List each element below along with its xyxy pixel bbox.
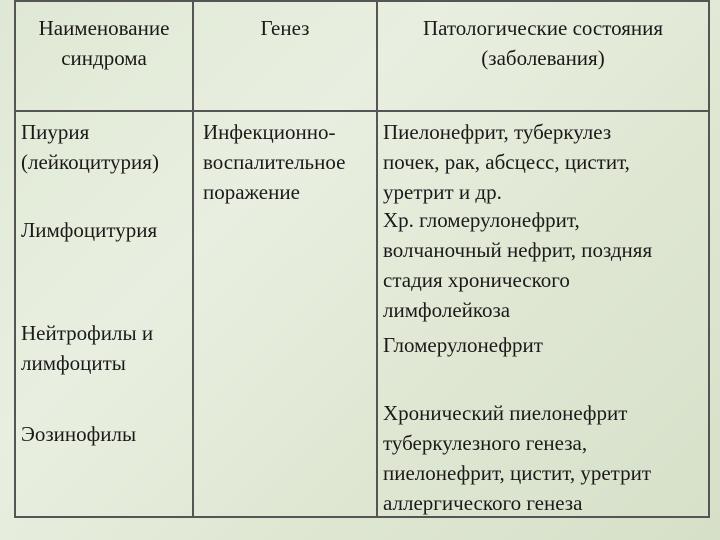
- conditions-piuria-line-3: уретрит и др.: [383, 180, 502, 204]
- conditions-lymphocyturia-line-1: Хр. гломерулонефрит,: [383, 208, 580, 232]
- header-syndrome-name: [16, 13, 192, 73]
- syndrome-piuria-line-1: Пиурия: [21, 120, 90, 144]
- conditions-lymphocyturia-line-3: стадия хронического: [383, 268, 570, 292]
- conditions-neutrophils: Гломерулонефрит: [383, 333, 543, 357]
- conditions-piuria-line-1: Пиелонефрит, туберкулез: [383, 120, 612, 144]
- syndrome-eosinophils: Эозинофилы: [21, 422, 137, 446]
- conditions-eosinophils-line-3: пиелонефрит, цистит, уретрит: [383, 461, 652, 485]
- conditions-piuria: [383, 117, 630, 207]
- genesis-line-1: Инфекционно-: [203, 120, 336, 144]
- header-syndrome-line-1: Наименование: [38, 16, 170, 40]
- conditions-eosinophils-line-2: туберкулезного генеза,: [383, 431, 588, 455]
- header-conditions-line-1: Патологические состояния: [422, 16, 664, 40]
- syndrome-neutrophils: [21, 318, 153, 378]
- syndrome-piuria-line-2: (лейкоцитурия): [21, 150, 159, 174]
- conditions-lymphocyturia-line-2: волчаночный нефрит, поздняя: [383, 238, 653, 262]
- header-conditions: [378, 13, 708, 73]
- conditions-piuria-line-2: почек, рак, абсцесс, цистит,: [383, 150, 630, 174]
- header-divider: [14, 110, 710, 112]
- genesis-line-2: воспалительное: [203, 150, 346, 174]
- column-divider-1: [192, 0, 194, 518]
- header-conditions-line-2: (заболевания): [481, 46, 605, 70]
- syndrome-neutrophils-line-1: Нейтрофилы и: [21, 321, 154, 345]
- genesis-line-3: поражение: [203, 180, 300, 204]
- table-border-top: [14, 0, 710, 2]
- conditions-eosinophils-line-1: Хронический пиелонефрит: [383, 401, 628, 425]
- genesis-infectious: [203, 117, 345, 207]
- header-genesis: Генез: [260, 16, 310, 40]
- conditions-eosinophils: [383, 398, 651, 518]
- syndrome-neutrophils-line-2: лимфоциты: [21, 351, 126, 375]
- conditions-lymphocyturia: [383, 205, 652, 325]
- column-divider-2: [376, 0, 378, 518]
- table-border-left: [14, 0, 16, 518]
- table-border-right: [708, 0, 710, 518]
- conditions-eosinophils-line-4: аллергического генеза: [383, 491, 583, 515]
- syndrome-lymphocyturia: Лимфоцитурия: [21, 218, 158, 242]
- conditions-lymphocyturia-line-4: лимфолейкоза: [383, 298, 511, 322]
- syndrome-piuria: [21, 117, 159, 177]
- header-syndrome-line-2: синдрома: [61, 46, 147, 70]
